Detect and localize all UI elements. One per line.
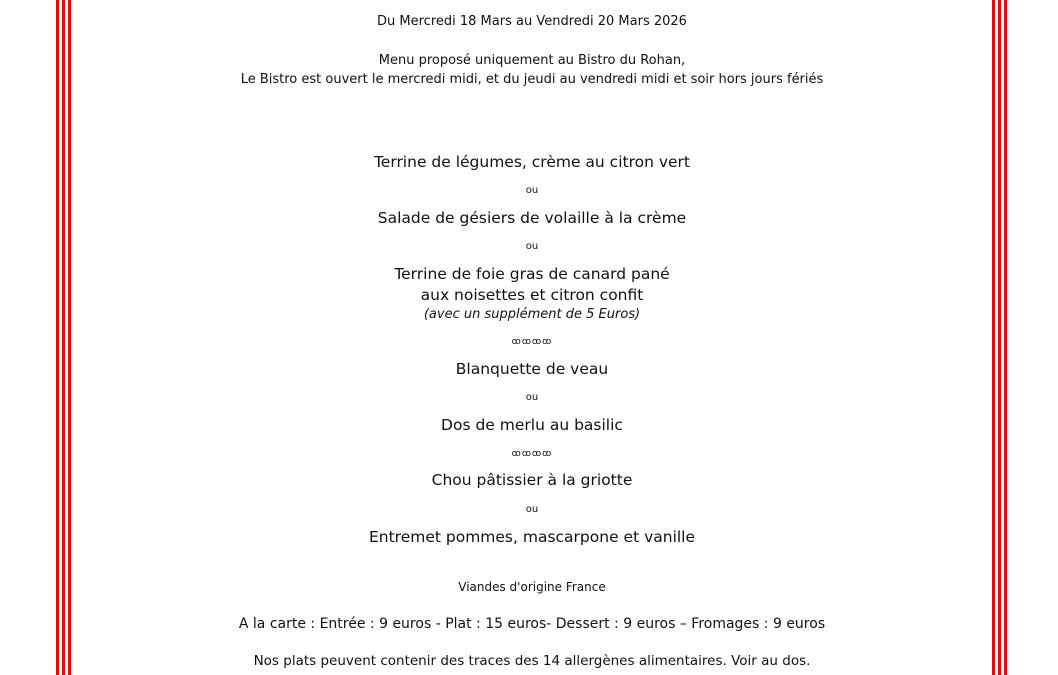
starter-3-line-1: Terrine de foie gras de canard pané [394,265,670,283]
starter-3-supplement: (avec un supplément de 5 Euros) [423,307,641,322]
menu-dates: Du Mercredi 18 Mars au Vendredi 20 Mars 2026 [377,14,687,29]
or-label: ou [525,185,539,196]
allergen-note: Nos plats peuvent contenir des traces des 14 allergènes alimentaires. Voir au dos. [253,653,811,669]
or-label: ou [525,241,539,252]
course-separator: ꝏꝏꝏꝏ [511,337,553,347]
right-red-border [992,0,1008,675]
or-label: ou [525,504,539,515]
menu-info-line-2: Le Bistro est ouvert le mercredi midi, et du jeudi au vendredi midi et soir hors jours fériés [240,72,824,87]
starter-3-line-2: aux noisettes et citron confit [420,286,644,304]
menu-page [72,0,992,675]
starter-2: Salade de gésiers de volaille à la crème [377,209,687,227]
starter-1: Terrine de légumes, crème au citron vert [373,153,691,171]
course-separator: ꝏꝏꝏꝏ [511,449,553,459]
meat-origin-note: Viandes d'origine France [458,580,606,594]
dessert-2: Entremet pommes, mascarpone et vanille [368,528,696,546]
menu-info-line-1: Menu proposé uniquement au Bistro du Rohan, [378,53,686,68]
or-label: ou [525,392,539,403]
left-red-border [56,0,72,675]
main-2: Dos de merlu au basilic [441,416,623,434]
a-la-carte-prices: A la carte : Entrée : 9 euros - Plat : 15 euros- Dessert : 9 euros – Fromages : 9 euros [238,616,826,632]
main-1: Blanquette de veau [455,360,609,378]
dessert-1: Chou pâtissier à la griotte [431,471,633,489]
